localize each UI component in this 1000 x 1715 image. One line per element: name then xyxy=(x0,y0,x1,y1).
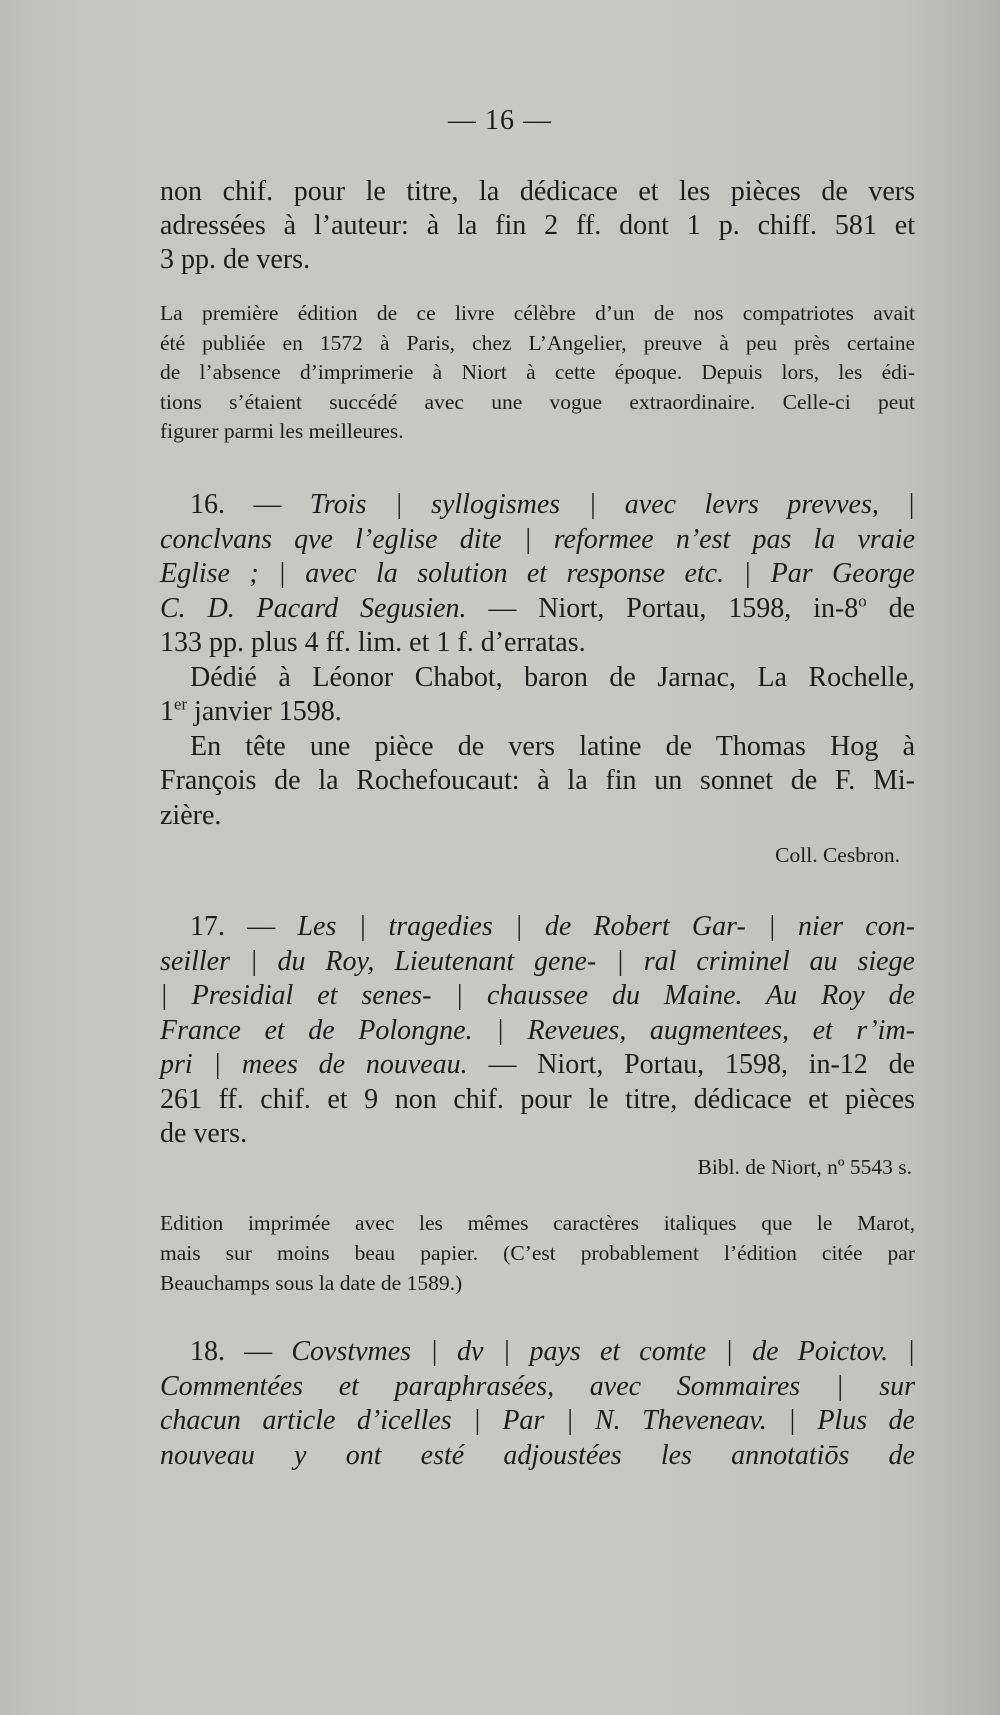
entry-title: Les | tragedies | de Robert Gar- | nier con- xyxy=(297,911,916,942)
text-line: de l’absence d’imprimerie à Niort à cette époque. Depuis lors, les édi- xyxy=(160,360,915,384)
entry-title-line xyxy=(160,488,915,523)
entry-title: pri | mees de nouveau. xyxy=(160,1049,468,1080)
entry-title-line xyxy=(160,1370,915,1405)
entry-15-continuation xyxy=(160,175,915,277)
text-line: zière. xyxy=(160,799,222,831)
entry-title: Covstvmes | dv | pays et comte | de Poictov. | xyxy=(291,1336,916,1367)
entry-18 xyxy=(160,1335,915,1473)
imprint: de xyxy=(866,592,915,624)
text-line: François de la Rochefoucaut: à la fin un sonnet de F. Mi- xyxy=(160,765,915,796)
entry-title-line xyxy=(160,557,915,592)
entry-number: 18. — xyxy=(190,1336,273,1367)
day: 1 xyxy=(160,696,174,727)
entry-title: | Presidial et senes- | chaussee du Maine. Au Roy de xyxy=(160,980,915,1011)
library-ref: Bibl. de Niort, nº 5543 s. xyxy=(697,1155,912,1179)
entry-imprint-line xyxy=(160,1048,915,1083)
text-line: été publiée en 1572 à Paris, chez L’Angelier, preuve à peu près certaine xyxy=(160,330,915,355)
entry-title-line xyxy=(160,979,915,1014)
text-line: non chif. pour le titre, la dédicace et les pièces de vers xyxy=(160,176,915,207)
text-line: adressées à l’auteur: à la fin 2 ff. dont 1 p. chiff. 581 et xyxy=(160,210,915,241)
text-line: de vers. xyxy=(160,1118,248,1149)
entry-title: conclvans qve l’eglise dite | reformee n’est pas la vraie xyxy=(160,523,915,555)
imprint: — Niort, Portau, 1598, in-12 de xyxy=(467,1049,915,1080)
entry-title-line xyxy=(160,1439,915,1474)
note-edition xyxy=(160,1208,915,1298)
text-line: En tête une pièce de vers latine de Thomas Hog à xyxy=(190,730,915,762)
entry-imprint-line xyxy=(160,592,915,627)
page-number: — 16 — xyxy=(448,105,552,136)
imprint: — Niort, Portau, 1598, in-8 xyxy=(466,592,859,624)
entry-title-line xyxy=(160,1014,915,1049)
entry-number: 16. — xyxy=(190,489,282,520)
degree-sign: o xyxy=(858,591,867,611)
text-line: 133 pp. plus 4 ff. lim. et 1 f. d’erratas. xyxy=(160,627,586,658)
entry-title-line xyxy=(160,523,915,558)
text-line xyxy=(160,695,915,730)
entry-title: Commentées et paraphrasées, avec Sommaires | sur xyxy=(160,1370,915,1402)
text-line: mais sur moins beau papier. (C’est probablement l’édition citée par xyxy=(160,1241,915,1265)
entry-title: chacun article d’icelles | Par | N. Theveneav. | Plus de xyxy=(160,1405,915,1436)
entry-title: France et de Polongne. | Reveues, augmentees, et r’im- xyxy=(160,1014,915,1046)
text-line: La première édition de ce livre célèbre d’un de nos compatriotes avait xyxy=(160,301,915,325)
text-line: 3 pp. de vers. xyxy=(160,244,311,275)
text-line: Edition imprimée avec les mêmes caractères italiques que le Marot, xyxy=(160,1211,915,1235)
text-line: 261 ff. chif. et 9 non chif. pour le titre, dédicace et pièces xyxy=(160,1083,915,1115)
entry-title-line xyxy=(160,1404,915,1439)
text-line: Beauchamps sous la date de 1589.) xyxy=(160,1271,463,1295)
date-text: janvier 1598. xyxy=(187,696,342,727)
entry-title: C. D. Pacard Segusien. xyxy=(160,592,467,624)
ordinal-sup: er xyxy=(174,694,188,714)
entry-title-line xyxy=(160,945,915,980)
text-line: Dédié à Léonor Chabot, baron de Jarnac, La Rochelle, xyxy=(190,661,915,693)
entry-title-line xyxy=(160,1335,915,1370)
text-line: tions s’étaient succédé avec une vogue extraordinaire. Celle-ci peut xyxy=(160,389,915,414)
entry-title: seiller | du Roy, Lieutenant gene- | ral criminel au siege xyxy=(160,945,915,977)
entry-number: 17. — xyxy=(190,911,276,942)
entry-title: nouveau y ont esté adjoustées les annotatiōs de xyxy=(160,1439,915,1471)
entry-title: Eglise ; | avec la solution et response etc. | Par George xyxy=(160,558,915,589)
collection-ref: Coll. Cesbron. xyxy=(775,843,900,867)
text-line: figurer parmi les meilleures. xyxy=(160,419,404,443)
entry-17 xyxy=(160,910,915,1152)
entry-title: Trois | syllogismes | avec levrs prevves, | xyxy=(309,489,915,520)
entry-16 xyxy=(160,488,915,833)
note-first-edition xyxy=(160,299,915,447)
entry-title-line xyxy=(160,910,915,945)
